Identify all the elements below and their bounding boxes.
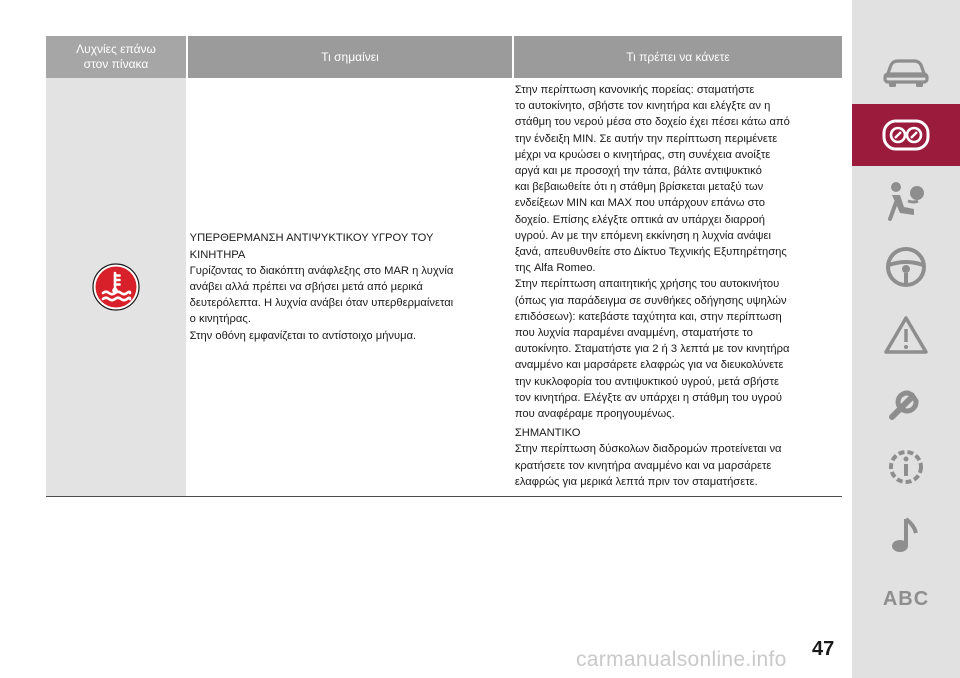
action-line: που λυχνία παραμένει αναμμένη, σταματήστε το	[514, 327, 753, 340]
sidebar-item-technical-data[interactable]	[852, 436, 960, 498]
sidebar-item-car[interactable]	[852, 40, 960, 102]
action-line: Στην περίπτωση απαιτητικής χρήσης του αυτοκινήτου	[514, 278, 780, 291]
action-line: που αναφέραμε προηγουμένως.	[514, 408, 675, 421]
action-line: την κυκλοφορία του αντιψυκτικού υγρού, μετά σβήστε	[514, 375, 779, 388]
table-row	[46, 78, 842, 497]
action-line: δοχείο. Επίσης ελέγξτε οπτικά αν υπάρχει διαρροή	[514, 213, 765, 226]
sidebar-item-dashboard[interactable]	[852, 104, 960, 166]
dashboard-gauges-icon	[881, 118, 931, 152]
meaning-line: ΚΙΝΗΤΗΡΑ	[189, 248, 246, 261]
header-action: Τι πρέπει να κάνετε	[512, 36, 842, 78]
action-line: αργά και με προσοχή την τάπα, βάλτε αντιψυκτικό	[514, 165, 762, 178]
sidebar-item-index[interactable]: ABC	[882, 588, 930, 610]
action-cell	[513, 78, 842, 496]
meaning-line: ΥΠΕΡΘΕΡΜΑΝΣΗ ΑΝΤΙΨΥΚΤΙΚΟΥ ΥΓΡΟΥ ΤΟΥ	[189, 232, 434, 245]
action-line: την ένδειξη MIN. Σε αυτήν την περίπτωση περιμένετε	[514, 132, 778, 145]
action-line: ελαφρώς για μερικά λεπτά πριν τον σταματήσετε.	[514, 475, 758, 488]
watermark: carmanualsonline.info	[576, 648, 787, 671]
meaning-cell	[186, 78, 513, 496]
sidebar-item-emergency[interactable]	[852, 304, 960, 366]
car-icon	[882, 54, 930, 88]
page-number: 47	[812, 638, 835, 660]
action-line: Στην περίπτωση δύσκολων διαδρομών προτείνεται να	[514, 443, 782, 456]
meaning-line: ανάβει αλλά πρέπει να σβήσει μετά από μερικά	[189, 280, 423, 293]
header-lights-on-panel: Λυχνίες επάνω στον πίνακα	[46, 36, 186, 78]
action-line: ενδείξεων MIN και MAX που υπάρχουν επάνω στο	[514, 197, 765, 210]
sidebar-item-multimedia[interactable]	[852, 504, 960, 566]
steering-wheel-icon	[884, 245, 928, 289]
header-meaning: Τι σημαίνει	[186, 36, 512, 78]
action-line: (όπως για παράδειγμα σε συνθήκες οδήγησης υψηλών	[514, 294, 787, 307]
sidebar-item-maintenance[interactable]	[852, 370, 960, 432]
action-line: αναμμένο και μαρσάρετε ελαφρώς για να διευκολύνετε	[514, 359, 784, 372]
action-line: της Alfa Romeo.	[514, 262, 596, 275]
action-line: τον κινητήρα. Ελέγξτε αν υπάρχει η στάθμη του υγρού	[514, 391, 782, 404]
action-line: μέχρι να κρυώσει ο κινητήρας, στη συνέχεια ανοίξτε	[514, 148, 771, 161]
action-line: Στην περίπτωση κανονικής πορείας: σταματήστε	[514, 84, 755, 96]
meaning-line: Στην οθόνη εμφανίζεται το αντίστοιχο μήνυμα.	[189, 329, 417, 342]
warning-triangle-icon	[883, 314, 929, 356]
coolant-temperature-warning-icon	[91, 262, 141, 312]
meaning-line: ο κινητήρας.	[189, 313, 251, 326]
action-line: στάθμη του νερού μέσα στο δοχείο έχει πέσει κάτω από	[514, 116, 790, 129]
action-line: ξανά, απευθυνθείτε στο Δίκτυο Τεχνικής Εξυπηρέτησης	[514, 246, 787, 259]
warning-lights-table	[46, 36, 842, 497]
meaning-line: δευτερόλεπτα. Η λυχνία ανάβει όταν υπερθερμαίνεται	[189, 297, 454, 310]
info-gear-icon	[884, 445, 928, 489]
action-line: κρατήσετε τον κινητήρα αναμμένο και να μαρσάρετε	[514, 459, 772, 472]
music-note-icon	[884, 513, 928, 557]
section-sidebar	[852, 0, 960, 678]
airbag-seat-icon	[884, 179, 928, 223]
table-header	[46, 36, 842, 78]
wrench-icon	[884, 379, 928, 423]
important-heading: ΣΗΜΑΝΤΙΚΟ	[514, 427, 581, 440]
action-line: αυτοκίνητο. Σταματήστε για 2 ή 3 λεπτά με τον κινητήρα	[514, 343, 790, 356]
meaning-line: Γυρίζοντας το διακόπτη ανάφλεξης στο MAR η λυχνία	[189, 264, 454, 277]
action-line: υγρού. Αν με την επόμενη εκκίνηση η λυχνία ανάψει	[514, 229, 771, 242]
action-line: και βεβαιωθείτε ότι η στάθμη βρίσκεται μεταξύ των	[514, 181, 764, 194]
action-line: επιδόσεων): κατεβάστε ταχύτητα και, στην περίπτωση	[514, 310, 782, 323]
action-line: το αυτοκίνητο, σβήστε τον κινητήρα και ελέγξτε αν η	[514, 100, 771, 113]
sidebar-item-safety[interactable]	[852, 170, 960, 232]
sidebar-item-driving[interactable]	[852, 236, 960, 298]
warning-light-cell	[46, 78, 186, 496]
